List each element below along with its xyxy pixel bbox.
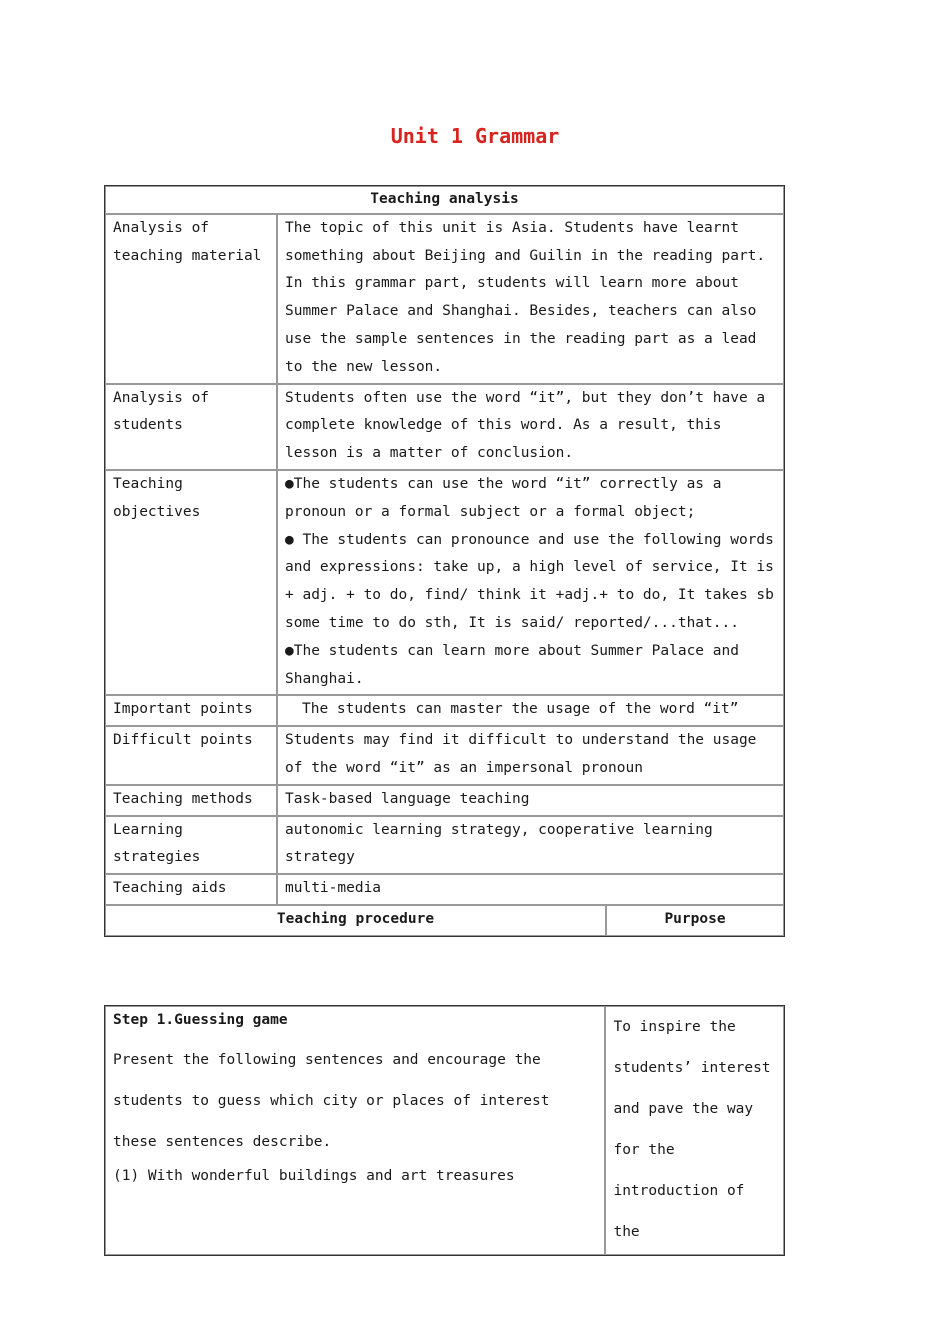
purpose-cell: To inspire the students’ interest and pave the way for the introduction of the	[605, 1006, 784, 1255]
teaching-analysis-table	[104, 185, 785, 937]
row-content: multi-media	[277, 874, 784, 905]
step-cell	[105, 1006, 605, 1255]
row-label: Teaching aids	[105, 874, 277, 905]
table-row	[105, 470, 784, 695]
procedure-header: Teaching procedure	[105, 905, 606, 936]
objectives-list	[277, 470, 784, 695]
table-row	[105, 816, 784, 875]
row-label: Teaching objectives	[105, 470, 277, 695]
table-row	[105, 726, 784, 785]
row-label: Difficult points	[105, 726, 277, 785]
row-label: Analysis of teaching material	[105, 214, 277, 384]
step-intro: Present the following sentences and encourage the students to guess which city or places of interest these sentences describe.	[113, 1052, 550, 1150]
table-row	[105, 214, 784, 384]
table-row	[105, 785, 784, 816]
table-row	[105, 695, 784, 726]
row-content: Task-based language teaching	[277, 785, 784, 816]
row-label: Teaching methods	[105, 785, 277, 816]
table-row	[105, 384, 784, 470]
table-row	[105, 1006, 784, 1255]
step-title: Step 1.Guessing game	[113, 1012, 288, 1028]
objective-item: ● The students can pronounce and use the following words and expressions: take up, a high level of service, It is + adj. + to do, find/ think it +adj.+ to do, It takes sb some time to do sth, It is said/ reported/...that...	[285, 531, 774, 631]
row-content: Students may find it difficult to understand the usage of the word “it” as an impersonal pronoun	[277, 726, 784, 785]
step-item: (1) With wonderful buildings and art treasures	[113, 1168, 515, 1184]
objective-item: ●The students can learn more about Summer Palace and Shanghai.	[285, 642, 739, 687]
page-title: Unit 1 Grammar	[390, 124, 560, 148]
row-label: Important points	[105, 695, 277, 726]
purpose-header: Purpose	[606, 905, 784, 936]
row-content: The topic of this unit is Asia. Students have learnt something about Beijing and Guilin in the reading part. In this grammar part, students will learn more about Summer Palace and Shanghai. Besides, teachers can also use the sample sentences in the reading part as a lead to the new lesson.	[277, 214, 784, 384]
table-header: Teaching analysis	[105, 186, 784, 214]
table-row	[105, 874, 784, 905]
row-content: autonomic learning strategy, cooperative learning strategy	[277, 816, 784, 875]
row-content: Students often use the word “it”, but they don’t have a complete knowledge of this word. As a result, this lesson is a matter of conclusion.	[277, 384, 784, 470]
row-label: Analysis of students	[105, 384, 277, 470]
procedure-table	[104, 1005, 785, 1256]
row-label: Learning strategies	[105, 816, 277, 875]
row-content: The students can master the usage of the word “it”	[277, 695, 784, 726]
objective-item: ●The students can use the word “it” correctly as a pronoun or a formal subject or a formal object;	[285, 475, 722, 520]
table-row	[105, 905, 784, 936]
